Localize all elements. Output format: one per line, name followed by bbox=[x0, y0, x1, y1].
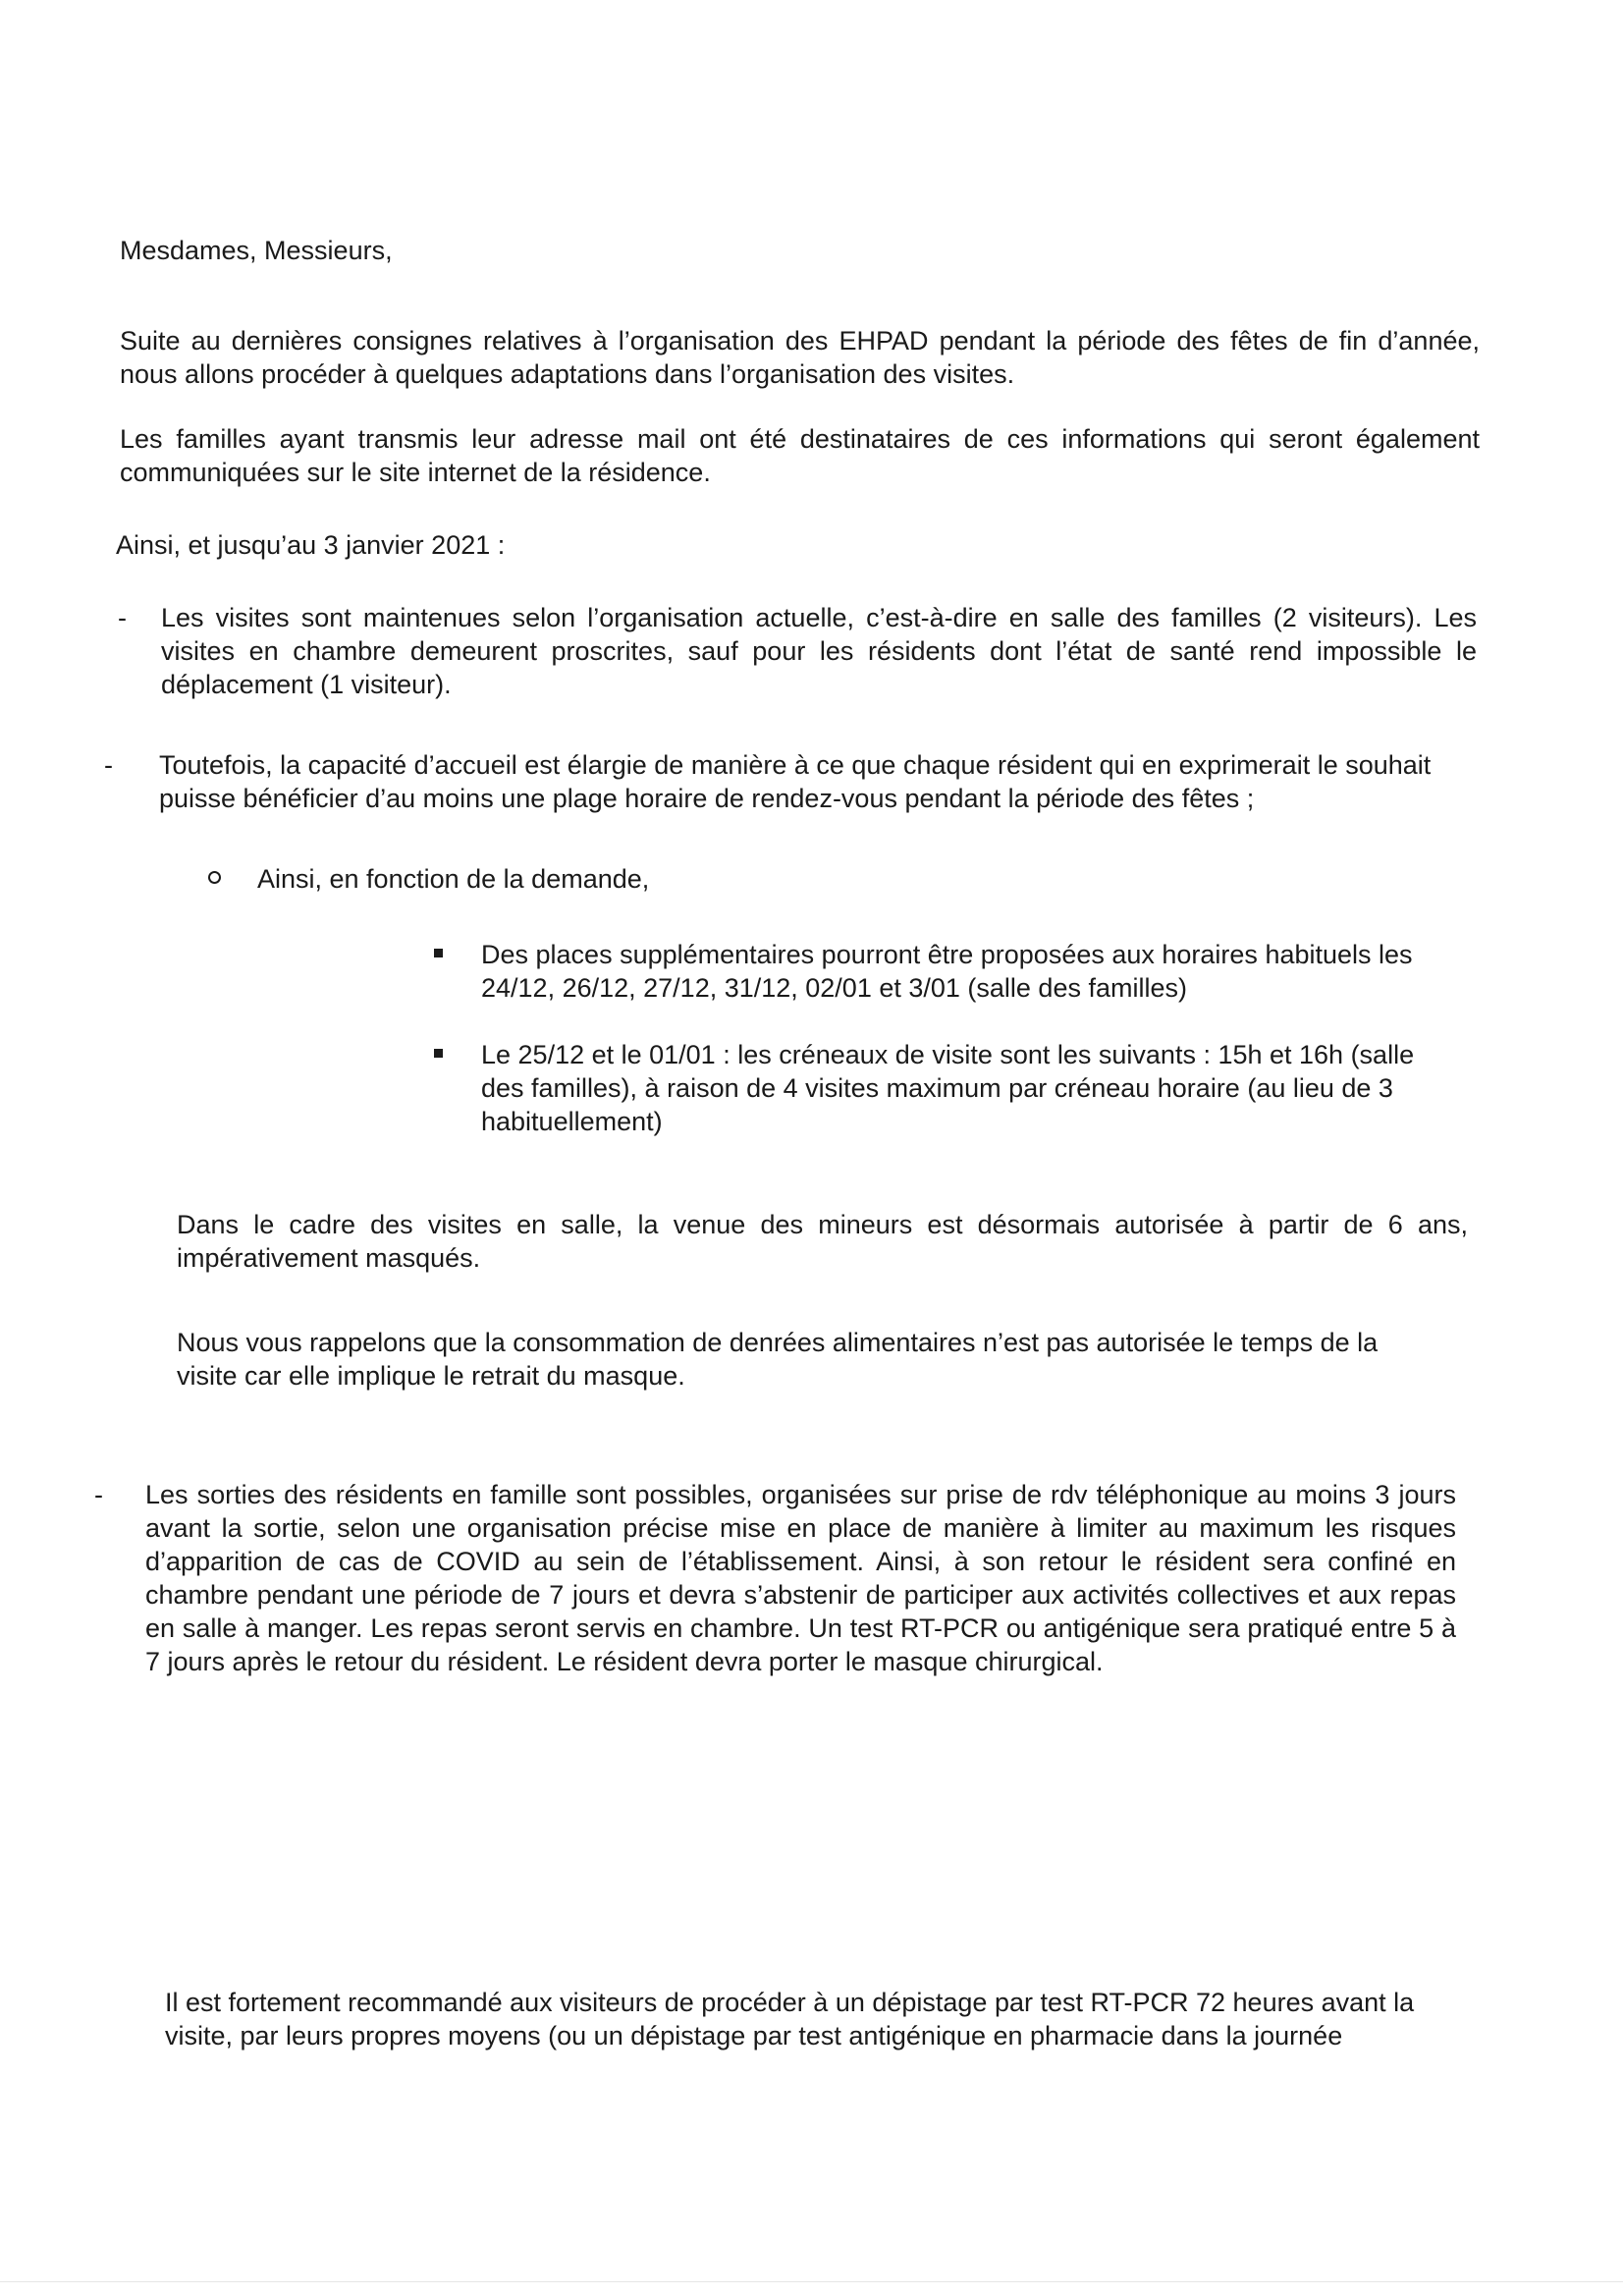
paragraph-minors: Dans le cadre des visites en salle, la venue des mineurs est désormais autorisée à partir de 6 ans, impérativement masqués. bbox=[177, 1210, 1468, 1273]
sub-sub-bullet-holiday-slots: Le 25/12 et le 01/01 : les créneaux de visite sont les suivants : 15h et 16h (salle des familles), à raison de 4 visites maximum par créneau horaire (au lieu de 3 habituellement) bbox=[481, 1040, 1415, 1136]
until-line: Ainsi, et jusqu’au 3 janvier 2021 : bbox=[116, 530, 506, 560]
dash-bullet-marker: - bbox=[104, 750, 113, 780]
paragraph-screening: Il est fortement recommandé aux visiteurs de procéder à un dépistage par test RT-PCR 72 heures avant la visite, par leurs propres moyens (ou un dépistage par test antigénique en pharmacie dans la journée bbox=[165, 1988, 1415, 2050]
dash-bullet-marker: - bbox=[94, 1480, 103, 1509]
square-bullet-icon bbox=[434, 1049, 443, 1058]
dash-bullet-marker: - bbox=[118, 603, 127, 632]
intro-paragraph-2: Les familles ayant transmis leur adresse mail ont été destinataires de ces informations qui seront également communiquées sur le site internet de la résidence. bbox=[120, 424, 1480, 487]
intro-paragraph-1: Suite au dernières consignes relatives à l’organisation des EHPAD pendant la période des fêtes de fin d’année, nous allons procéder à quelques adaptations dans l’organisation des visites. bbox=[120, 326, 1480, 389]
square-bullet-icon bbox=[434, 949, 443, 957]
bullet-capacity-extended: Toutefois, la capacité d’accueil est élargie de manière à ce que chaque résident qui en exprimerait le souhait puisse bénéficier d’au moins une plage horaire de rendez-vous pendant la période des fêtes ; bbox=[159, 750, 1432, 813]
bullet-outings: Les sorties des résidents en famille sont possibles, organisées sur prise de rdv téléphonique au moins 3 jours avant la sortie, selon une organisation précise mise en place de manière à limiter au maximum les risques d’apparition de cas de COVID au sein de l’établissement. Ainsi, à son retour le résident sera confiné en chambre pendant une période de 7 jours et devra s’abstenir de participer aux activités collectives et aux repas en salle à manger. Les repas seront servis en chambre. Un test RT-PCR ou antigénique sera pratiqué entre 5 à 7 jours après le retour du résident. Le résident devra porter le masque chirurgical. bbox=[145, 1480, 1456, 1676]
sub-sub-bullet-extra-places: Des places supplémentaires pourront être proposées aux horaires habituels les 24/12, 26/12, 27/12, 31/12, 02/01 et 3/01 (salle des familles) bbox=[481, 940, 1413, 1003]
bullet-visits-maintained: Les visites sont maintenues selon l’organisation actuelle, c’est-à-dire en salle des familles (2 visiteurs). Les visites en chambre demeurent proscrites, sauf pour les résidents dont l’état de santé rend impossible le déplacement (1 visiteur). bbox=[161, 603, 1477, 699]
sub-bullet-demand: Ainsi, en fonction de la demande, bbox=[257, 864, 650, 894]
paragraph-food: Nous vous rappelons que la consommation de denrées alimentaires n’est pas autorisée le temps de la visite car elle implique le retrait du masque. bbox=[177, 1328, 1379, 1391]
scan-edge-line bbox=[0, 2281, 1623, 2282]
salutation: Mesdames, Messieurs, bbox=[120, 236, 393, 265]
circle-bullet-icon bbox=[208, 871, 221, 884]
